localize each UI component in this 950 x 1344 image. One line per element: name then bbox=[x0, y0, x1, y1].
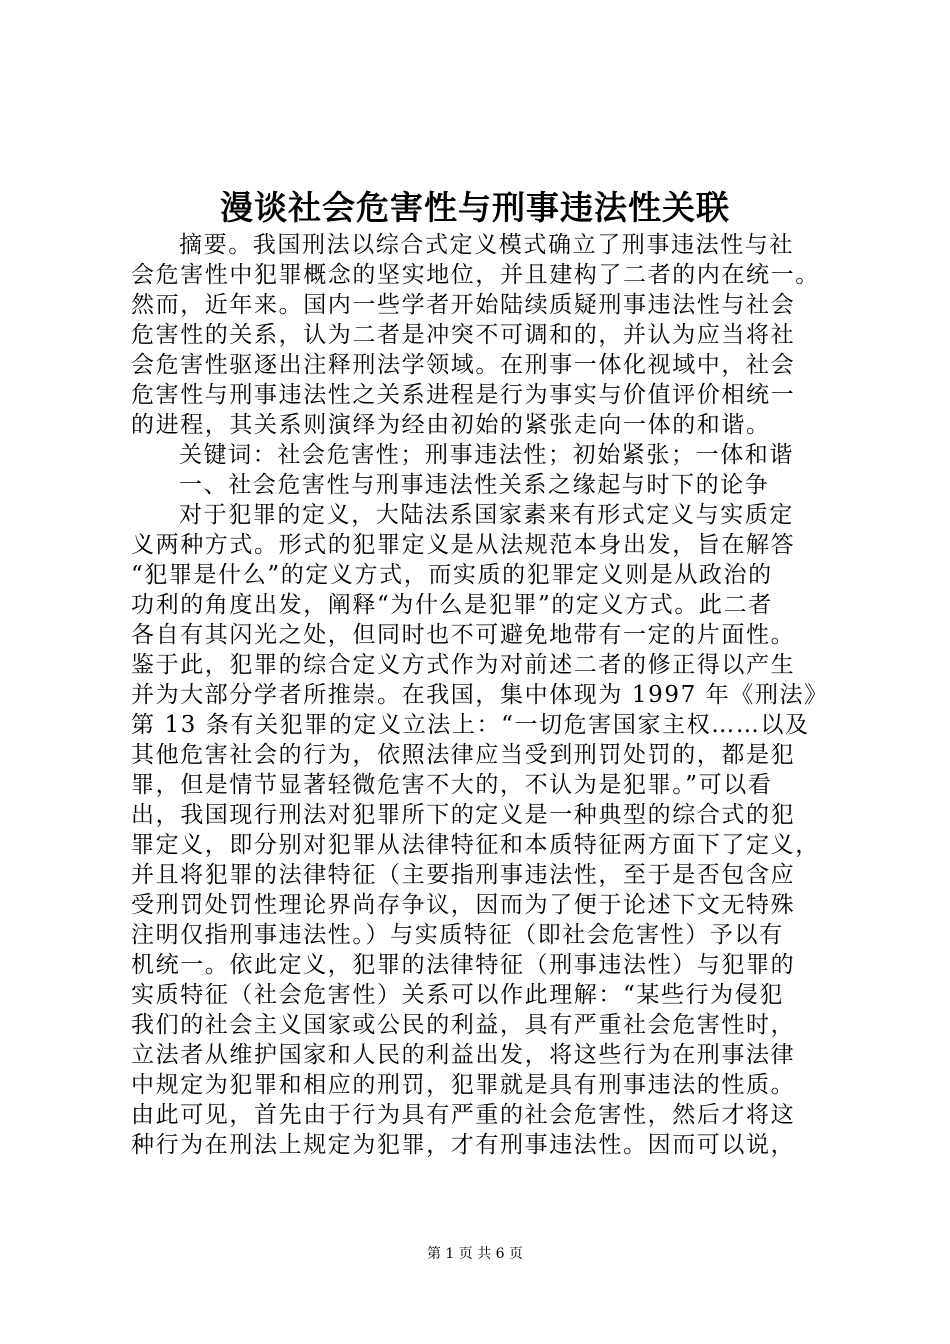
text-line: 鉴于此，犯罪的综合定义方式作为对前述二者的修正得以产生 bbox=[131, 652, 796, 678]
text-line: 的进程，其关系则演绎为经由初始的紧张走向一体的和谐。 bbox=[131, 412, 771, 438]
text-line: 危害性与刑事违法性之关系进程是行为事实与价值评价相统一 bbox=[131, 382, 796, 408]
text-line: 其他危害社会的行为，依照法律应当受到刑罚处罚的，都是犯 bbox=[131, 742, 796, 768]
text-line: 罪，但是情节显著轻微危害不大的，不认为是犯罪。”可以看 bbox=[131, 772, 773, 798]
text-line: 会危害性驱逐出注释刑法学领域。在刑事一体化视域中，社会 bbox=[131, 352, 796, 378]
document-title: 漫谈社会危害性与刑事违法性关联 bbox=[220, 188, 730, 227]
text-line: 我们的社会主义国家或公民的利益，具有严重社会危害性时， bbox=[131, 1012, 796, 1038]
text-line: 关键词：社会危害性；刑事违法性；初始紧张；一体和谐 bbox=[179, 442, 794, 468]
text-line: 中规定为犯罪和相应的刑罚，犯罪就是具有刑事违法的性质。 bbox=[131, 1072, 796, 1098]
text-line: 义两种方式。形式的犯罪定义是从法规范本身出发，旨在解答 bbox=[131, 532, 796, 558]
text-line: 各自有其闪光之处，但同时也不可避免地带有一定的片面性。 bbox=[131, 622, 796, 648]
text-line: 并且将犯罪的法律特征（主要指刑事违法性，至于是否包含应 bbox=[131, 862, 796, 888]
document-body bbox=[131, 230, 831, 1160]
text-line: 然而，近年来。国内一些学者开始陆续质疑刑事违法性与社会 bbox=[131, 292, 796, 318]
text-line: 出，我国现行刑法对犯罪所下的定义是一种典型的综合式的犯 bbox=[131, 802, 796, 828]
text-line: 并为大部分学者所推崇。在我国，集中体现为 1997 年《刑法》 bbox=[131, 682, 829, 708]
text-line: 实质特征（社会危害性）关系可以作此理解：“某些行为侵犯 bbox=[131, 982, 784, 1008]
text-line: 种行为在刑法上规定为犯罪，才有刑事违法性。因而可以说， bbox=[131, 1132, 796, 1158]
text-line: 危害性的关系，认为二者是冲突不可调和的，并认为应当将社 bbox=[131, 322, 796, 348]
text-line: 受刑罚处罚性理论界尚存争议，因而为了便于论述下文无特殊 bbox=[131, 892, 796, 918]
text-line: 立法者从维护国家和人民的利益出发，将这些行为在刑事法律 bbox=[131, 1042, 796, 1068]
text-line: 机统一。依此定义，犯罪的法律特征（刑事违法性）与犯罪的 bbox=[131, 952, 796, 978]
text-line: 由此可见，首先由于行为具有严重的社会危害性，然后才将这 bbox=[131, 1102, 796, 1128]
text-line: 第 13 条有关犯罪的定义立法上：“一切危害国家主权……以及 bbox=[131, 712, 810, 738]
text-line: 会危害性中犯罪概念的坚实地位，并且建构了二者的内在统一。 bbox=[131, 262, 820, 288]
text-line: 对于犯罪的定义，大陆法系国家素来有形式定义与实质定 bbox=[179, 502, 794, 528]
text-line: 功利的角度出发，阐释“为什么是犯罪”的定义方式。此二者 bbox=[131, 592, 773, 618]
page-footer: 第 1 页 共 6 页 bbox=[426, 1246, 524, 1262]
text-line: 一、社会危害性与刑事违法性关系之缘起与时下的论争 bbox=[179, 472, 770, 498]
text-line: 注明仅指刑事违法性。）与实质特征（即社会危害性）予以有 bbox=[131, 922, 784, 948]
text-line: “犯罪是什么”的定义方式，而实质的犯罪定义则是从政治的 bbox=[131, 562, 773, 588]
text-line: 摘要。我国刑法以综合式定义模式确立了刑事违法性与社 bbox=[179, 232, 794, 258]
text-line: 罪定义，即分别对犯罪从法律特征和本质特征两方面下了定义， bbox=[131, 832, 820, 858]
